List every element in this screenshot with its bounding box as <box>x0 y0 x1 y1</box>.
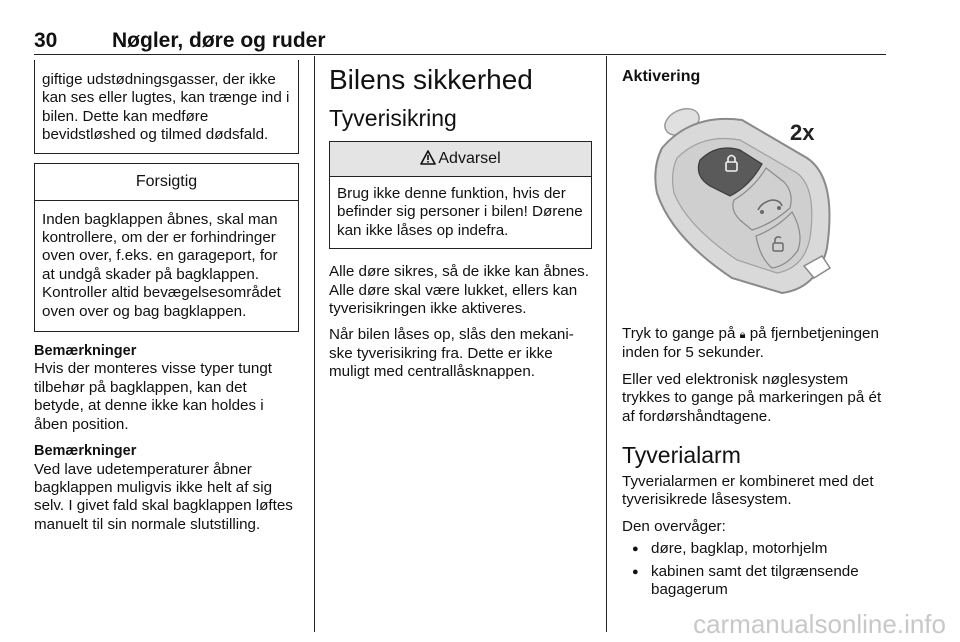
subsection-heading: Tyverisikring <box>329 105 457 131</box>
key-remote-figure <box>622 98 884 313</box>
note-label: Bemærkninger <box>34 443 137 460</box>
note-label: Bemærkninger <box>34 343 137 360</box>
lock-symbol-icon: 🔒︎ <box>739 329 746 341</box>
note-text: Ved lave udetemperaturer åbner bagklappen muligvis ikke helt af sig selv. I givet fald skal bagklappen løftes manuelt til sin normale slutstilling. <box>34 460 293 533</box>
note-1 <box>34 332 299 434</box>
page-header <box>34 26 886 55</box>
caution-box <box>34 163 299 332</box>
section-heading: Bilens sikkerhed <box>329 64 533 95</box>
page-title: Nøgler, døre og ruder <box>112 29 326 52</box>
page-number: 30 <box>34 29 58 52</box>
caution-title: Forsigtig <box>35 164 298 201</box>
paragraph-part: på fjernbetjeningen inden for 5 sekunder. <box>622 325 879 362</box>
paragraph-part: Tryk to gange på <box>622 325 740 342</box>
danger-text: giftige udstødningsgasser, der ikke kan ses eller lugtes, kan trænge ind i bilen. Dette kan medføre bevidstløshed og tilmed dødsfald. <box>42 71 290 144</box>
warning-text: Brug ikke denne funktion, hvis der befinder sig personer i bilen! Dørene kan ikke låses op indefra. <box>337 185 583 239</box>
warning-header <box>330 142 591 177</box>
column-middle <box>329 60 592 382</box>
warning-title: Advarsel <box>438 150 501 167</box>
press-count-label: 2x <box>790 120 815 145</box>
warning-box <box>329 141 592 249</box>
activation-heading: Aktivering <box>622 68 701 85</box>
warning-triangle-icon <box>420 144 436 178</box>
paragraph: Når bilen låses op, slås den mekaniske tyverisikring fra. Dette er ikke muligt med centrallåsknappen. <box>329 326 574 381</box>
column-divider <box>314 56 315 632</box>
paragraph: Den overvåger: <box>622 517 726 535</box>
column-right <box>622 60 888 603</box>
paragraph: Eller ved elektronisk nøglesystem trykkes to gange på markeringen på ét af fordørshåndtagene. <box>622 370 882 425</box>
paragraph: Alle døre sikres, så de ikke kan åbnes. Alle døre skal være lukket, ellers kan tyverisikringen ikke aktiveres. <box>329 263 589 318</box>
column-left <box>34 60 299 534</box>
danger-box-continued <box>34 60 299 154</box>
watermark: carmanualsonline.info <box>693 609 946 639</box>
column-divider <box>606 56 607 632</box>
list-item: ● kabinen samt det tilgrænsende bagagerum <box>622 563 888 600</box>
caution-text: Inden bagklappen åbnes, skal man kontrollere, om der er forhindringer oven over, f.eks. en garageport, for at undgå skader på bagklappen. Kontroller altid bevægelsesområdet oven over og bag bagklappen. <box>42 210 281 320</box>
car-key-remote-icon <box>622 98 884 313</box>
note-2 <box>34 442 299 534</box>
paragraph <box>622 325 888 363</box>
alarm-heading: Tyverialarm <box>622 442 741 469</box>
note-text: Hvis der monteres visse typer tungt tilbehør på bagklappen, kan det betyde, at denne ikke kan holdes i åben position. <box>34 360 273 433</box>
list-item: ● døre, bagklap, motorhjelm <box>622 540 888 558</box>
monitored-list <box>622 540 888 599</box>
paragraph: Tyverialarmen er kombineret med det tyverisikrede låsesystem. <box>622 473 874 509</box>
